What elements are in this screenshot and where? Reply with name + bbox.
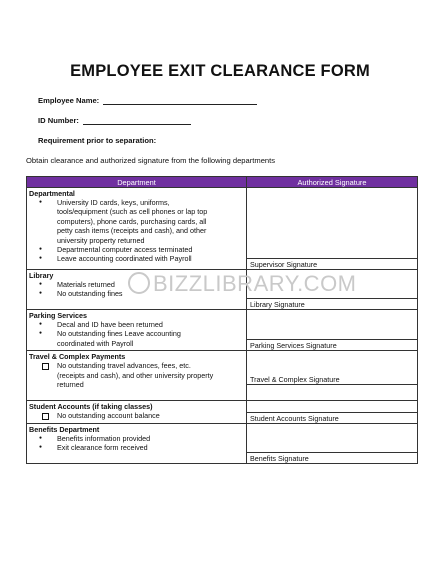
requirement-list (29, 280, 244, 299)
travel-complex-signature-label: Travel & Complex Signature (247, 374, 417, 385)
department-cell (27, 401, 247, 423)
list-item: university property returned (57, 235, 145, 245)
employee-name-line[interactable] (103, 98, 257, 105)
library-signature-label: Library Signature (247, 298, 417, 309)
table-row (27, 270, 418, 310)
department-cell (27, 423, 247, 463)
requirement-list (29, 361, 244, 389)
requirement-list (29, 320, 244, 348)
list-item: (receipts and cash), and other university property (57, 370, 214, 380)
list-item: petty cash items (receipts and cash), and other (57, 226, 207, 236)
parking-services-signature-label: Parking Services Signature (247, 339, 417, 350)
signature-cell[interactable] (247, 310, 418, 351)
student-accounts-signature-label: Student Accounts Signature (247, 412, 417, 423)
department-title: Parking Services (29, 311, 87, 320)
signature-cell[interactable] (247, 401, 418, 423)
department-cell (27, 310, 247, 351)
requirement-list (29, 198, 244, 264)
table-row (27, 310, 418, 351)
list-item: ● Exit clearance form received (29, 443, 244, 452)
form-title: EMPLOYEE EXIT CLEARANCE FORM (70, 62, 370, 80)
table-row (27, 423, 418, 463)
list-item: ● Departmental computer access terminated (29, 245, 244, 254)
signature-cell[interactable] (247, 423, 418, 463)
list-item: coordinated with Payroll (57, 338, 134, 348)
list-item: ● Decal and ID have been returned (29, 320, 244, 329)
benefits-signature-label: Benefits Signature (247, 452, 417, 463)
list-item: No outstanding account balance (29, 411, 244, 420)
table-row (27, 351, 418, 401)
department-title: Travel & Complex Payments (29, 352, 126, 362)
department-title: Library (29, 271, 54, 280)
id-number-field[interactable] (38, 116, 191, 125)
department-cell (27, 270, 247, 310)
list-item: returned (57, 380, 84, 390)
requirement-list (29, 434, 244, 453)
signature-cell[interactable] (247, 270, 418, 310)
id-number-label: ID Number: (38, 116, 79, 125)
requirement-list (29, 411, 244, 420)
id-number-line[interactable] (83, 118, 191, 125)
list-item: ● No outstanding fines (29, 289, 244, 298)
department-title: Benefits Department (29, 424, 100, 434)
intro-text: Obtain clearance and authorized signature from the following departments (26, 156, 276, 165)
column-header-department: Department (27, 177, 247, 188)
department-title: Student Accounts (if taking classes) (29, 402, 153, 412)
employee-name-label: Employee Name: (38, 96, 100, 105)
department-cell (27, 351, 247, 401)
supervisor-signature-label: Supervisor Signature (247, 258, 417, 269)
department-title: Departmental (29, 189, 75, 198)
watermark-text: BIZZLIBRARY.COM (153, 271, 357, 296)
list-item: ● Leave accounting coordinated with Payroll (29, 254, 244, 263)
list-item: tools/equipment (such as cell phones or lap top (57, 207, 208, 217)
list-item: ● Benefits information provided (29, 434, 244, 443)
list-item: ● No outstanding fines Leave accounting (29, 329, 244, 338)
signature-cell[interactable] (247, 188, 418, 270)
signature-cell[interactable] (247, 351, 418, 401)
list-item: ● Materials returned (29, 280, 244, 289)
list-item: ● University ID cards, keys, uniforms, (29, 198, 244, 207)
requirement-heading: Requirement prior to separation: (38, 136, 157, 145)
column-header-signature: Authorized Signature (247, 177, 418, 188)
employee-name-field[interactable] (38, 96, 257, 105)
list-item: computers), phone cards, purchasing cards, all (57, 216, 207, 226)
clearance-table (26, 176, 418, 464)
list-item: No outstanding travel advances, fees, etc. (29, 361, 244, 370)
table-row (27, 188, 418, 270)
table-row (27, 401, 418, 423)
department-cell (27, 188, 247, 270)
